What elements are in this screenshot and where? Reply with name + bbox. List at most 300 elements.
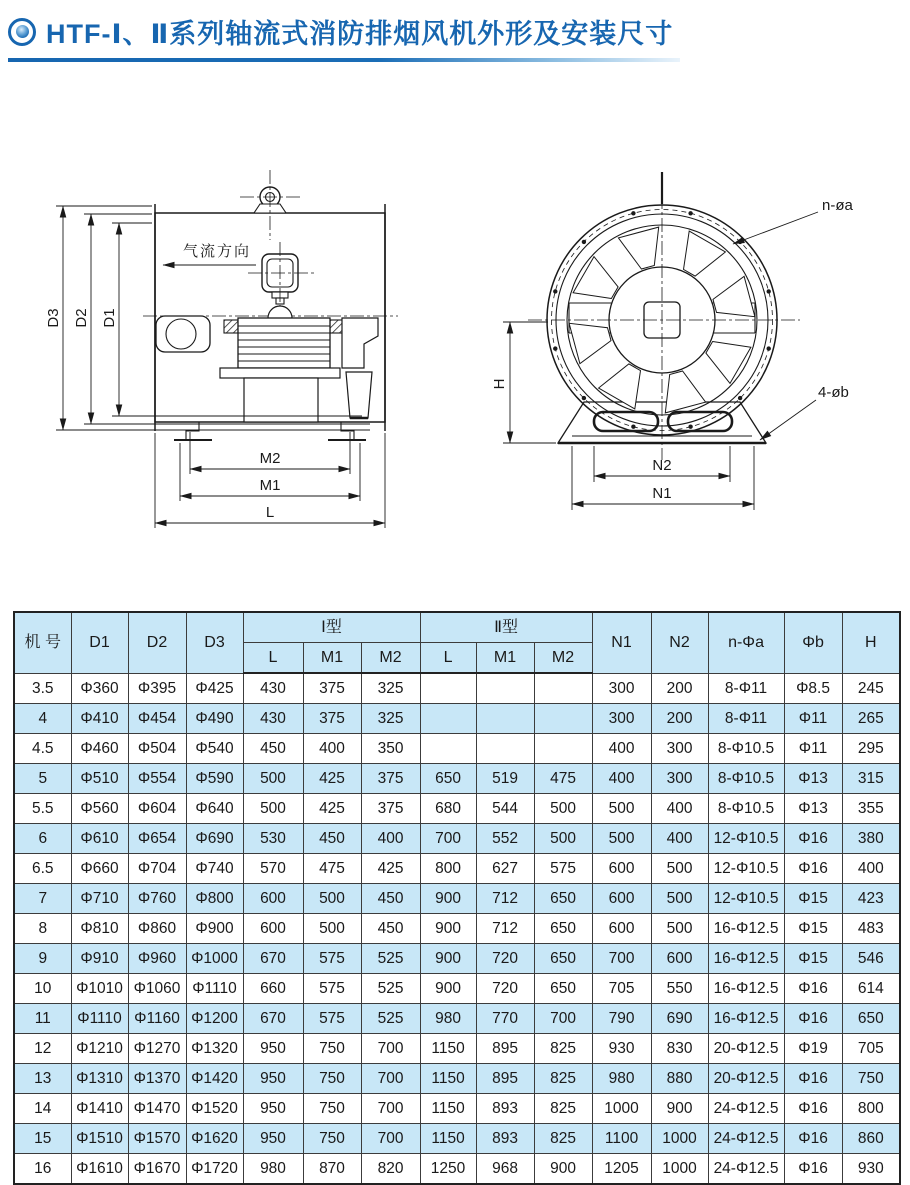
table-cell: 9 [14,944,71,974]
table-cell: 1000 [592,1094,651,1124]
front-view-drawing [528,172,800,460]
table-cell: 750 [303,1124,361,1154]
table-cell: 12-Φ10.5 [708,854,784,884]
table-cell: Φ510 [71,764,128,794]
table-cell: 790 [592,1004,651,1034]
table-row [14,1124,900,1154]
table-row [14,673,900,704]
table-cell: Φ8.5 [784,673,842,704]
table-cell: 575 [534,854,592,884]
table-cell: 325 [361,673,420,704]
table-cell: 425 [303,794,361,824]
table-cell: 8-Φ11 [708,704,784,734]
table-cell: Φ810 [71,914,128,944]
table-cell: Φ554 [128,764,186,794]
table-cell: 650 [534,974,592,1004]
table-cell: 500 [651,914,708,944]
table-cell: 750 [303,1034,361,1064]
table-cell: 1000 [651,1124,708,1154]
table-cell: 8-Φ10.5 [708,764,784,794]
table-cell: 14 [14,1094,71,1124]
table-cell: 1150 [420,1124,476,1154]
table-cell: Φ1210 [71,1034,128,1064]
table-cell: Φ16 [784,1094,842,1124]
col-machine-no: 机 号 [14,612,71,673]
table-cell: 450 [303,824,361,854]
table-cell: 705 [842,1034,900,1064]
table-cell: 200 [651,673,708,704]
table-cell: Φ15 [784,884,842,914]
col-n2: N2 [651,612,708,673]
table-cell: Φ1320 [186,1034,243,1064]
fan-dimension-drawing [0,150,910,595]
table-cell: 544 [476,794,534,824]
table-cell: 690 [651,1004,708,1034]
table-cell: 950 [243,1124,303,1154]
table-cell: 24-Φ12.5 [708,1154,784,1185]
table-cell: 750 [842,1064,900,1094]
table-cell: 700 [361,1124,420,1154]
table-cell: 24-Φ12.5 [708,1094,784,1124]
table-cell: 500 [651,854,708,884]
table-cell: 500 [243,794,303,824]
table-cell: 500 [651,884,708,914]
table-cell: 519 [476,764,534,794]
table-cell: Φ690 [186,824,243,854]
table-cell: 720 [476,944,534,974]
table-cell: 295 [842,734,900,764]
table-row [14,1154,900,1185]
col-d3: D3 [186,612,243,673]
col-group-type1: Ⅰ型 [243,612,420,643]
table-cell: 500 [592,794,651,824]
table-row [14,1064,900,1094]
table-cell: 8-Φ11 [708,673,784,704]
table-cell: 375 [303,673,361,704]
table-cell: Φ16 [784,1124,842,1154]
table-row [14,884,900,914]
table-cell: 627 [476,854,534,884]
table-cell: Φ13 [784,764,842,794]
spec-table-body [14,673,900,1184]
dim-label-d2: D2 [73,308,90,328]
col-d2: D2 [128,612,186,673]
col-d1: D1 [71,612,128,673]
table-cell: 880 [651,1064,708,1094]
table-cell: 5.5 [14,794,71,824]
base-holes-label: 4-øb [818,384,849,401]
table-cell: 500 [303,884,361,914]
table-cell: 980 [420,1004,476,1034]
table-row [14,854,900,884]
table-cell: Φ395 [128,673,186,704]
table-cell: Φ16 [784,854,842,884]
table-cell: 830 [651,1034,708,1064]
table-cell: 670 [243,1004,303,1034]
table-cell: 900 [420,974,476,1004]
table-cell: 8 [14,914,71,944]
table-cell: 980 [592,1064,651,1094]
table-cell: 500 [534,824,592,854]
table-cell: 895 [476,1064,534,1094]
page-header [8,12,708,62]
table-cell: 650 [842,1004,900,1034]
table-cell: Φ1160 [128,1004,186,1034]
table-cell: 893 [476,1094,534,1124]
table-cell: 700 [420,824,476,854]
table-cell: 13 [14,1064,71,1094]
table-cell: 750 [303,1064,361,1094]
table-cell: 1250 [420,1154,476,1185]
table-cell: 600 [243,914,303,944]
table-cell: 575 [303,1004,361,1034]
dim-label-l: L [265,504,275,521]
table-cell: Φ604 [128,794,186,824]
table-cell: 16-Φ12.5 [708,914,784,944]
flange-holes-label: n-øa [822,197,853,214]
table-cell: 350 [361,734,420,764]
table-cell: 895 [476,1034,534,1064]
table-cell: Φ710 [71,884,128,914]
table-cell: Φ1420 [186,1064,243,1094]
table-cell: 860 [842,1124,900,1154]
table-cell: 325 [361,704,420,734]
table-cell: 430 [243,673,303,704]
table-cell: 720 [476,974,534,1004]
dimension-spec-table [13,611,901,1185]
airflow-direction-label: 气流方向 [183,243,252,260]
table-cell: Φ13 [784,794,842,824]
table-cell: 700 [361,1064,420,1094]
table-cell: 900 [534,1154,592,1185]
table-cell: Φ360 [71,673,128,704]
table-cell: 10 [14,974,71,1004]
table-cell: 7 [14,884,71,914]
table-cell: Φ16 [784,1154,842,1185]
table-cell: 900 [651,1094,708,1124]
table-cell: Φ16 [784,974,842,1004]
col-n-phi-a: n-Φa [708,612,784,673]
table-cell: 700 [534,1004,592,1034]
table-cell: Φ800 [186,884,243,914]
table-cell: 660 [243,974,303,1004]
table-cell: Φ16 [784,1004,842,1034]
table-cell: 8-Φ10.5 [708,734,784,764]
table-cell: 650 [420,764,476,794]
table-cell: 265 [842,704,900,734]
table-cell: 600 [651,944,708,974]
table-cell: 552 [476,824,534,854]
table-cell: 300 [651,764,708,794]
table-cell: Φ504 [128,734,186,764]
table-cell [420,734,476,764]
table-cell: 712 [476,914,534,944]
table-header [14,612,900,673]
table-cell: Φ540 [186,734,243,764]
table-cell: 800 [420,854,476,884]
table-cell: 1000 [651,1154,708,1185]
table-cell: 525 [361,974,420,1004]
page-title: HTF-Ⅰ、Ⅱ系列轴流式消防排烟风机外形及安装尺寸 [46,19,674,49]
table-cell: 893 [476,1124,534,1154]
dim-label-m2: M2 [259,450,281,467]
table-cell: Φ1520 [186,1094,243,1124]
table-row [14,914,900,944]
table-cell [420,673,476,704]
table-cell: 16-Φ12.5 [708,1004,784,1034]
table-row [14,944,900,974]
table-cell: 575 [303,944,361,974]
table-cell: Φ590 [186,764,243,794]
dim-label-d1: D1 [101,308,118,328]
table-cell: 400 [651,794,708,824]
table-cell [476,704,534,734]
dim-label-h: H [491,378,508,390]
table-cell: 425 [303,764,361,794]
table-row [14,794,900,824]
table-cell: 1205 [592,1154,651,1185]
table-cell: 1150 [420,1094,476,1124]
title-underline [8,58,680,62]
table-cell: Φ410 [71,704,128,734]
col-type1-m1: M1 [303,643,361,674]
table-cell: 570 [243,854,303,884]
table-cell: 423 [842,884,900,914]
table-cell: 650 [534,884,592,914]
table-cell: Φ15 [784,944,842,974]
table-cell: 546 [842,944,900,974]
table-cell: Φ454 [128,704,186,734]
table-cell: 800 [842,1094,900,1124]
table-cell: 425 [361,854,420,884]
table-cell: 614 [842,974,900,1004]
table-cell: 500 [243,764,303,794]
table-cell: Φ460 [71,734,128,764]
table-cell: 483 [842,914,900,944]
table-cell [534,704,592,734]
table-cell: Φ1060 [128,974,186,1004]
target-icon [8,18,36,46]
table-cell [420,704,476,734]
table-cell: Φ1370 [128,1064,186,1094]
table-row [14,764,900,794]
side-view-drawing [143,170,398,440]
table-cell: Φ1620 [186,1124,243,1154]
table-cell: 315 [842,764,900,794]
table-cell: 450 [361,914,420,944]
table-cell: 950 [243,1034,303,1064]
table-row [14,734,900,764]
table-cell: Φ1510 [71,1124,128,1154]
table-cell: Φ1110 [186,974,243,1004]
table-cell: Φ11 [784,734,842,764]
table-cell: 16-Φ12.5 [708,944,784,974]
table-cell: 6 [14,824,71,854]
table-cell: 400 [592,734,651,764]
table-cell: Φ16 [784,1064,842,1094]
dim-label-d3: D3 [45,308,62,328]
dim-label-n2: N2 [652,457,672,474]
table-row [14,974,900,1004]
table-cell: 705 [592,974,651,1004]
table-cell: 400 [592,764,651,794]
table-cell: 6.5 [14,854,71,884]
col-type1-m2: M2 [361,643,420,674]
table-cell: Φ1110 [71,1004,128,1034]
table-cell: 600 [592,914,651,944]
table-row [14,1094,900,1124]
table-cell: 475 [303,854,361,884]
col-type1-l: L [243,643,303,674]
table-cell: 1150 [420,1034,476,1064]
col-group-type2: Ⅱ型 [420,612,592,643]
table-cell: 500 [303,914,361,944]
table-cell: Φ860 [128,914,186,944]
col-phi-b: Φb [784,612,842,673]
table-cell: Φ560 [71,794,128,824]
table-cell: Φ1720 [186,1154,243,1185]
table-cell: 375 [303,704,361,734]
table-cell: Φ660 [71,854,128,884]
table-cell: Φ1270 [128,1034,186,1064]
table-cell: 980 [243,1154,303,1185]
table-cell: Φ490 [186,704,243,734]
table-cell: Φ704 [128,854,186,884]
table-cell: 525 [361,1004,420,1034]
table-cell: 450 [243,734,303,764]
table-cell: Φ960 [128,944,186,974]
table-cell: 930 [842,1154,900,1185]
table-cell: 530 [243,824,303,854]
table-cell: 670 [243,944,303,974]
table-cell: 300 [592,704,651,734]
table-cell: Φ760 [128,884,186,914]
table-cell: 4.5 [14,734,71,764]
table-cell: 4 [14,704,71,734]
table-cell: 12-Φ10.5 [708,824,784,854]
table-cell: 900 [420,944,476,974]
table-cell: 600 [243,884,303,914]
table-cell: 1150 [420,1064,476,1094]
table-cell: 450 [361,884,420,914]
table-cell: 400 [361,824,420,854]
table-cell: 968 [476,1154,534,1185]
col-type2-l: L [420,643,476,674]
table-cell [476,734,534,764]
dim-label-n1: N1 [652,485,672,502]
table-cell: Φ15 [784,914,842,944]
table-cell: 600 [592,854,651,884]
table-cell: 950 [243,1064,303,1094]
table-cell: 900 [420,884,476,914]
table-row [14,1034,900,1064]
table-cell [534,734,592,764]
table-cell: Φ1570 [128,1124,186,1154]
table-cell: 300 [592,673,651,704]
table-cell: 712 [476,884,534,914]
table-cell: 12-Φ10.5 [708,884,784,914]
table-cell: 825 [534,1034,592,1064]
table-cell [534,673,592,704]
table-cell: Φ900 [186,914,243,944]
table-cell: 575 [303,974,361,1004]
table-cell: 16 [14,1154,71,1185]
table-row [14,824,900,854]
table-cell: 8-Φ10.5 [708,794,784,824]
table-cell: 650 [534,914,592,944]
table-cell: 5 [14,764,71,794]
table-cell: 770 [476,1004,534,1034]
table-cell: 650 [534,944,592,974]
table-cell: 375 [361,794,420,824]
table-cell: Φ1610 [71,1154,128,1185]
table-cell: Φ1670 [128,1154,186,1185]
table-cell: 825 [534,1064,592,1094]
table-cell: Φ425 [186,673,243,704]
table-cell: Φ16 [784,824,842,854]
table-cell: 20-Φ12.5 [708,1064,784,1094]
col-h: H [842,612,900,673]
table-cell: Φ910 [71,944,128,974]
table-cell: 825 [534,1094,592,1124]
table-cell: 15 [14,1124,71,1154]
table-cell: 430 [243,704,303,734]
table-cell: Φ1470 [128,1094,186,1124]
table-cell: 400 [303,734,361,764]
table-cell: 11 [14,1004,71,1034]
col-type2-m1: M1 [476,643,534,674]
table-cell: 16-Φ12.5 [708,974,784,1004]
table-cell: Φ740 [186,854,243,884]
table-cell: 500 [592,824,651,854]
table-cell: Φ1200 [186,1004,243,1034]
table-cell: 700 [592,944,651,974]
table-row [14,1004,900,1034]
table-cell: 200 [651,704,708,734]
table-cell: 900 [420,914,476,944]
table-cell: 3.5 [14,673,71,704]
table-row [14,704,900,734]
table-cell: 525 [361,944,420,974]
table-cell: Φ1010 [71,974,128,1004]
table-cell: Φ1410 [71,1094,128,1124]
dim-label-m1: M1 [259,477,281,494]
table-cell: Φ11 [784,704,842,734]
table-cell: 245 [842,673,900,704]
table-cell: 930 [592,1034,651,1064]
table-cell: 820 [361,1154,420,1185]
table-cell: 825 [534,1124,592,1154]
table-cell: 1100 [592,1124,651,1154]
table-cell: 700 [361,1034,420,1064]
table-cell: 300 [651,734,708,764]
table-cell: Φ640 [186,794,243,824]
table-cell: 700 [361,1094,420,1124]
table-cell: 750 [303,1094,361,1124]
technical-drawings [0,150,910,595]
table-cell: 355 [842,794,900,824]
table-cell: 12 [14,1034,71,1064]
table-cell: 950 [243,1094,303,1124]
table-cell: 600 [592,884,651,914]
table-cell [476,673,534,704]
col-n1: N1 [592,612,651,673]
table-cell: 375 [361,764,420,794]
table-cell: 20-Φ12.5 [708,1034,784,1064]
col-type2-m2: M2 [534,643,592,674]
table-cell: Φ610 [71,824,128,854]
table-cell: 400 [651,824,708,854]
